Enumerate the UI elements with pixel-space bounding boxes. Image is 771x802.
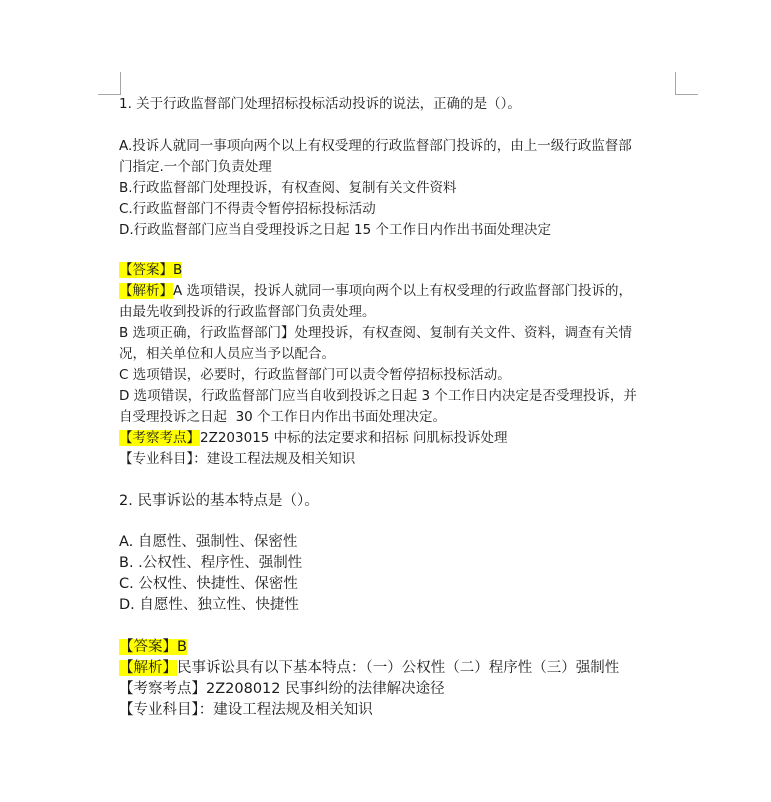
q1-analysis-text-1: A 选项错误，投诉人就同一事项向两个以上有权受理的行政监督部门投诉的，: [173, 283, 633, 299]
q1-option-a-line1: A.投诉人就同一事项向两个以上有权受理的行政监督部门投诉的，由上一级行政监督部: [119, 138, 632, 154]
question-2-text: 2. 民事诉讼的基本特点是（）。: [119, 493, 319, 509]
q2-answer-label: 【答案】: [119, 639, 177, 655]
q2-option-d: D. 自愿性、独立性、快捷性: [119, 597, 299, 613]
q2-analysis-label: 【解析】: [119, 660, 177, 676]
q1-analysis-line7: 自受理投诉之日起 30 个工作日内作出书面处理决定。: [119, 409, 447, 425]
q1-exam-point: [119, 428, 507, 448]
page-corner-mark-top-left: [98, 72, 121, 95]
q1-analysis-label: 【解析】: [119, 283, 173, 299]
q1-analysis-line4: 况，相关单位和人员应当予以配合。: [119, 346, 335, 362]
q2-exam-point: 【考察考点】2Z208012 民事纠纷的法律解决途径: [119, 681, 445, 697]
q1-analysis-line5: C 选项错误，必要时，行政监督部门可以责令暂停招标投标活动。: [119, 367, 511, 383]
q1-exam-point-label: 【考察考点】: [119, 430, 200, 446]
q1-analysis-line6: D 选项错误，行政监督部门应当自收到投诉之日起 3 个工作日内决定是否受理投诉，并: [119, 388, 637, 404]
page-corner-mark-top-right: [675, 72, 698, 95]
q1-answer-label: 【答案】: [119, 262, 173, 278]
question-1-text: 1. 关于行政监督部门处理招标投标活动投诉的说法，正确的是（）。: [119, 96, 521, 112]
q1-option-c: C.行政监督部门不得责令暂停招标投标活动: [119, 201, 376, 217]
q2-analysis: [119, 658, 619, 678]
q2-answer: [119, 637, 187, 657]
q1-answer: [119, 260, 182, 280]
q2-analysis-text: 民事诉讼具有以下基本特点：（一）公权性（二）程序性（三）强制性: [177, 660, 620, 676]
q2-option-c: C. 公权性、快捷性、保密性: [119, 576, 298, 592]
q2-option-b: B. .公权性、程序性、强制性: [119, 555, 303, 571]
q1-subject: 【专业科目】：建设工程法规及相关知识: [119, 451, 356, 467]
q1-answer-value: B: [173, 262, 183, 278]
q1-option-d: D.行政监督部门应当自受理投诉之日起 15 个工作日内作出书面处理决定: [119, 222, 551, 238]
q1-analysis-line3: B 选项正确，行政监督部门】处理投诉，有权查阅、复制有关文件、资料，调查有关情: [119, 325, 633, 341]
q1-analysis-line2: 由最先收到投诉的行政监督部门负责处理。: [119, 304, 376, 320]
q2-option-a: A. 自愿性、强制性、保密性: [119, 534, 298, 550]
q2-answer-value: B: [177, 639, 187, 655]
q1-option-a-line2: 门指定.一个部门负责处理: [119, 159, 272, 175]
q1-exam-point-value: 2Z203015 中标的法定要求和招标 问肌标投诉处理: [200, 430, 508, 446]
q1-analysis-line1: [119, 281, 632, 301]
q1-option-b: B.行政监督部门处理投诉，有权查阅、复制有关文件资料: [119, 180, 457, 196]
q2-subject: 【专业科目】：建设工程法规及相关知识: [119, 702, 373, 718]
